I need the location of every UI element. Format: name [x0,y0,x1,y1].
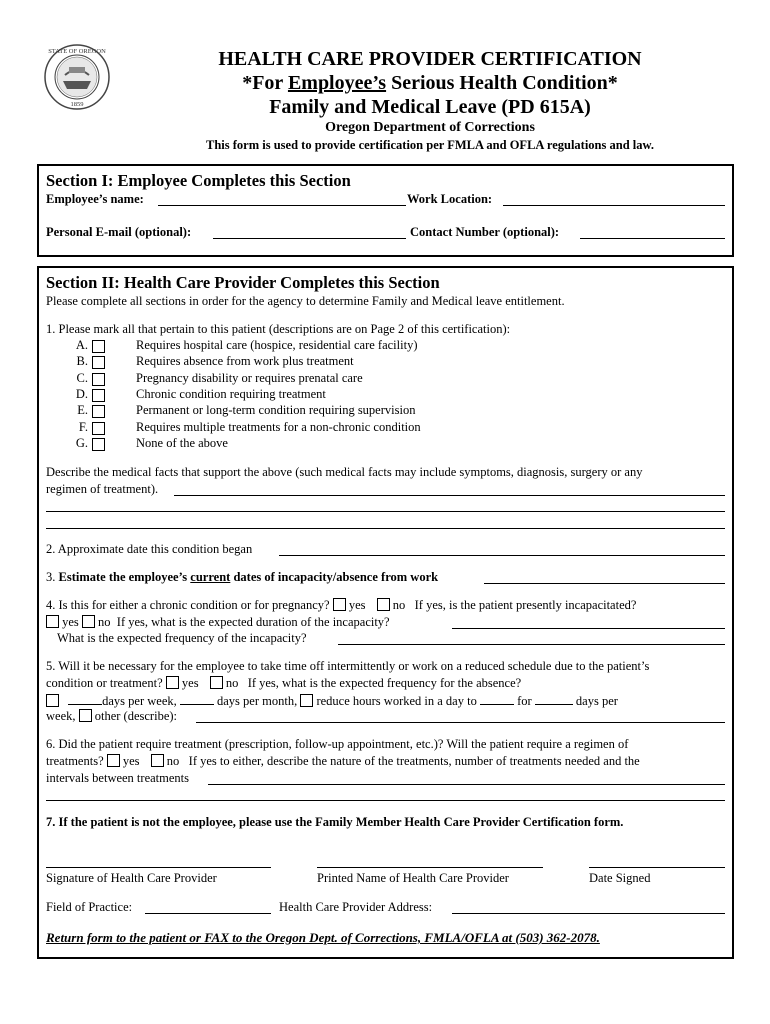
option-text: Chronic condition requiring treatment [136,387,326,401]
q4-incapacitated-yes-checkbox[interactable] [46,615,59,628]
return-instructions: Return form to the patient or FAX to the Oregon Dept. of Corrections, FMLA/OFLA at (503) 362-2078. [46,930,600,945]
option-letter: F. [78,420,88,434]
question-6-line-1: 6. Did the patient require treatment (prescription, follow-up appointment, etc.)? Will the patient require a regimen of [46,737,629,751]
contact-field[interactable] [580,238,725,239]
work-location-field[interactable] [503,205,725,206]
signature-label: Signature of Health Care Provider [46,871,217,885]
incapacity-dates-field[interactable] [484,583,725,584]
work-location-label: Work Location: [407,192,493,206]
option-text: Requires absence from work plus treatment [136,354,354,368]
option-checkbox[interactable] [92,356,105,369]
date-signed-label: Date Signed [589,871,651,885]
q6-no-checkbox[interactable] [151,754,164,767]
q6-yes-checkbox[interactable] [107,754,120,767]
form-name: Family and Medical Leave (PD 615A) [269,96,591,118]
question-4-line-1: 4. Is this for either a chronic condition or for pregnancy? yes no If yes, is the patient presently incapacitated? [46,598,637,612]
contact-label: Contact Number (optional): [410,225,560,239]
other-describe-field[interactable] [196,722,725,723]
reduced-days-field[interactable] [535,693,573,705]
option-letter: E. [77,403,88,417]
section-2-instructions: Please complete all sections in order for the agency to determine Family and Medical leave entitlement. [46,294,565,308]
question-7: 7. If the patient is not the employee, please use the Family Member Health Care Provider Certification form. [46,815,624,829]
printed-name-field[interactable] [317,867,543,868]
email-label: Personal E-mail (optional): [46,225,192,239]
q4-chronic-yes-checkbox[interactable] [333,598,346,611]
date-signed-field[interactable] [589,867,725,868]
q5-yes-checkbox[interactable] [166,676,179,689]
question-1: 1. Please mark all that pertain to this patient (descriptions are on Page 2 of this certification): [46,322,511,336]
question-3: 3. Estimate the employee’s current dates of incapacity/absence from work [46,570,439,584]
question-4-line-3: What is the expected frequency of the incapacity? [57,631,307,645]
days-per-week-field[interactable] [68,693,102,705]
option-text: Pregnancy disability or requires prenatal care [136,371,363,385]
seal-year: 1859 [70,101,84,108]
q4-incapacitated-no-checkbox[interactable] [82,615,95,628]
q5-other-checkbox[interactable] [79,709,92,722]
email-field[interactable] [213,238,406,239]
employee-name-field[interactable] [158,205,406,206]
option-text: None of the above [136,436,228,450]
question-5-line-1: 5. Will it be necessary for the employee to take time off intermittently or work on a reduced schedule due to the patient’s [46,659,650,673]
treatments-field-1[interactable] [208,784,725,785]
incapacity-frequency-field[interactable] [338,644,725,645]
question-6-line-2: treatments? yes no If yes to either, describe the nature of the treatments, number of treatments needed and the [46,754,640,768]
q5-days-week-checkbox[interactable] [46,694,59,707]
describe-field-3[interactable] [46,528,725,529]
question-5-line-2: condition or treatment? yes no If yes, what is the expected frequency for the absence? [46,676,522,690]
option-letter: C. [76,371,88,385]
employee-name-label: Employee’s name: [46,192,144,206]
option-letter: B. [76,354,88,368]
provider-address-label: Health Care Provider Address: [279,900,433,914]
reduced-hours-field[interactable] [480,693,514,705]
condition-date-field[interactable] [279,555,725,556]
option-checkbox[interactable] [92,405,105,418]
option-checkbox[interactable] [92,340,105,353]
incapacity-duration-field[interactable] [452,628,725,629]
describe-field-1[interactable] [174,495,725,496]
describe-field-2[interactable] [46,511,725,512]
signature-field[interactable] [46,867,271,868]
option-letter: A. [75,338,88,352]
question-5-line-4: week, other (describe): [46,709,178,723]
section-2-title: Section II: Health Care Provider Completes this Section [46,273,440,292]
question-5-line-3: days per week, days per month, reduce hours worked in a day to for days per [46,693,618,709]
field-of-practice-field[interactable] [145,913,271,914]
option-text: Requires multiple treatments for a non-chronic condition [136,420,421,434]
form-purpose: This form is used to provide certification per FMLA and OFLA regulations and law. [206,138,654,152]
section-1-title: Section I: Employee Completes this Section [46,171,351,190]
option-checkbox[interactable] [92,438,105,451]
department-name: Oregon Department of Corrections [325,120,535,135]
form-subtitle: *For Employee’s Serious Health Condition* [242,72,618,94]
q5-no-checkbox[interactable] [210,676,223,689]
describe-line-2: regimen of treatment). [46,482,159,496]
q4-chronic-no-checkbox[interactable] [377,598,390,611]
question-4-line-2: yes no If yes, what is the expected duration of the incapacity? [46,615,390,630]
option-checkbox[interactable] [92,422,105,435]
q5-reduce-hours-checkbox[interactable] [300,694,313,707]
days-per-month-field[interactable] [180,693,214,705]
question-2: 2. Approximate date this condition began [46,542,253,556]
provider-address-field[interactable] [452,913,725,914]
question-6-line-3: intervals between treatments [46,771,189,785]
option-checkbox[interactable] [92,373,105,386]
form-title: HEALTH CARE PROVIDER CERTIFICATION [218,48,642,70]
option-checkbox[interactable] [92,389,105,402]
printed-name-label: Printed Name of Health Care Provider [317,871,509,885]
option-text: Requires hospital care (hospice, residential care facility) [136,338,418,352]
field-of-practice-label: Field of Practice: [46,900,133,914]
svg-text:STATE OF OREGON: STATE OF OREGON [48,48,106,55]
treatments-field-2[interactable] [46,800,725,801]
option-letter: D. [75,387,88,401]
option-text: Permanent or long-term condition requiring supervision [136,403,416,417]
option-letter: G. [75,436,88,450]
describe-line-1: Describe the medical facts that support the above (such medical facts may include symptoms, diagnosis, surgery or any [46,465,643,479]
